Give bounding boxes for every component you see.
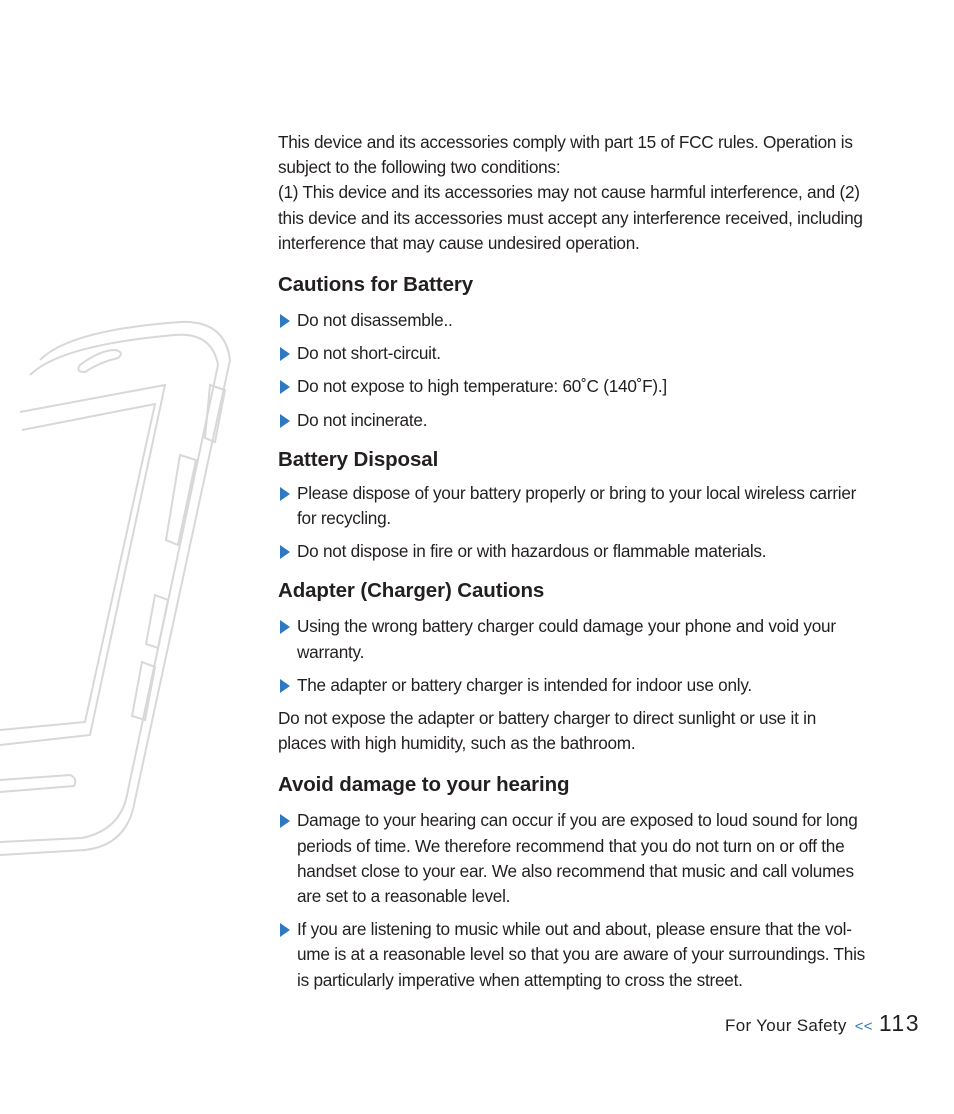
chevron-double-left-icon: << (854, 1018, 873, 1035)
page-content (278, 130, 868, 1001)
triangle-right-icon (280, 380, 290, 394)
fcc-conditions: (1) This device and its accessories may not cause harmful interference, and (2) this device and its accessories must accept any interference received, including interference that may cause undesired operation. (278, 182, 863, 253)
footer-section-label: For Your Safety (725, 1016, 847, 1035)
fcc-paragraph (278, 130, 868, 180)
hearing-list (278, 808, 868, 992)
adapter-note: Do not expose the adapter or battery charger to direct sunlight or use it in places with high humidity, such as the bathroom. (278, 708, 816, 754)
battery-disposal-list (278, 481, 868, 565)
adapter-cautions-list (278, 614, 868, 698)
fcc-line-1: This device and its accessories comply with part 15 of FCC rules. Operation is (278, 132, 853, 152)
list-item: Do not short-circuit. (278, 341, 868, 366)
phone-bottom-button (0, 775, 75, 792)
fcc-line-2: subject to the following two conditions: (278, 157, 561, 178)
list-item: The adapter or battery charger is intended for indoor use only. (278, 673, 868, 698)
phone-earpiece (78, 350, 121, 372)
phone-side-key-2 (166, 455, 196, 545)
page-number: 113 (878, 1010, 920, 1036)
triangle-right-icon (280, 620, 290, 634)
list-item: Do not expose to high temperature: 60˚C (140˚F).] (278, 374, 868, 399)
list-item: Please dispose of your battery properly or bring to your local wireless carrier for recycling. (278, 481, 868, 531)
triangle-right-icon (280, 347, 290, 361)
phone-screen (0, 385, 165, 745)
list-item: Do not dispose in fire or with hazardous or flammable materials. (278, 539, 868, 564)
heading-adapter-cautions: Adapter (Charger) Cautions (278, 579, 545, 603)
list-item: Using the wrong battery charger could damage your phone and void your warranty. (278, 614, 868, 664)
cautions-battery-list (278, 308, 868, 433)
heading-battery-disposal: Battery Disposal (278, 447, 439, 471)
phone-body-inner (0, 335, 218, 842)
triangle-right-icon (280, 314, 290, 328)
triangle-right-icon (280, 487, 290, 501)
triangle-right-icon (280, 414, 290, 428)
triangle-right-icon (280, 923, 290, 937)
phone-illustration (0, 0, 240, 870)
heading-cautions-battery: Cautions for Battery (278, 273, 474, 297)
phone-side-key-4 (132, 662, 155, 720)
triangle-right-icon (280, 545, 290, 559)
list-item: If you are listening to music while out and about, please ensure that the vol-ume is at a reasonable level so that you are aware of your surroundings. This is particularly imperative when attempting to cross the street. (278, 917, 868, 993)
triangle-right-icon (280, 814, 290, 828)
list-item: Do not incinerate. (278, 408, 868, 433)
page-footer (725, 1010, 920, 1037)
phone-screen-inner (0, 404, 155, 730)
list-item: Damage to your hearing can occur if you are exposed to loud sound for long periods of time. We therefore recommend that you do not turn on or off the handset close to your ear. We also recommend that music and call volumes are set to a reasonable level. (278, 808, 868, 909)
heading-avoid-hearing-damage: Avoid damage to your hearing (278, 773, 570, 797)
list-item: Do not disassemble.. (278, 308, 868, 333)
triangle-right-icon (280, 679, 290, 693)
